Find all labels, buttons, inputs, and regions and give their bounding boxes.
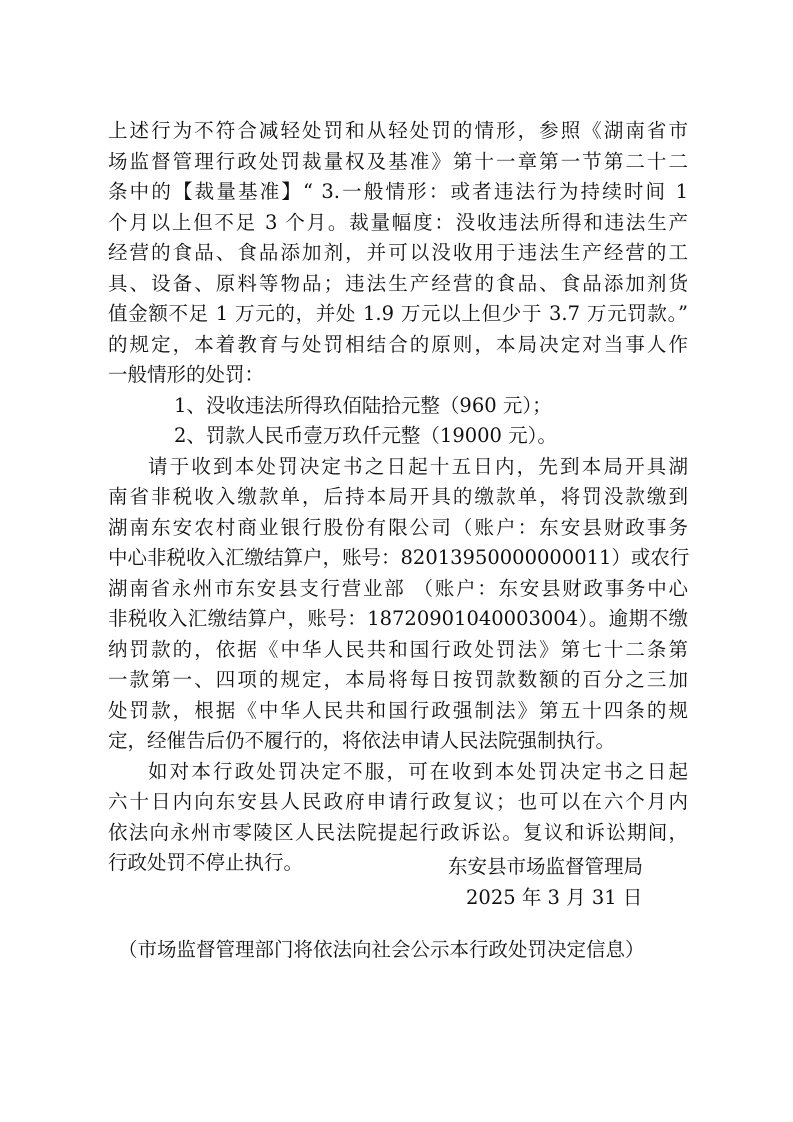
penalty-item-confiscation: 1、没收违法所得玖佰陆拾元整（960 元）； [174,393,552,417]
text-line: 一款第一、四项的规定，本局将每日按罚款数额的百分之三加 [108,668,688,691]
text-line: 处罚款，根据《中华人民共和国行政强制法》第五十四条的规 [108,698,688,722]
text-line: 定，经催告后仍不履行的，将依法申请人民法院强制执行。 [108,729,616,752]
publication-notice: （市场监督管理部门将依法向社会公示本行政处罚决定信息） [118,938,645,961]
text-line: 中心非税收入汇缴结算户，账号：82013950000000011）或农行 [108,546,690,569]
text-line: 上述行为不符合减轻处罚和从轻处罚的情形，参照《湖南省市 [108,119,688,142]
text-line: 行政处罚不停止执行。 [108,851,304,874]
text-line: 纳罚款的，依据《中华人民共和国行政处罚法》第七十二条第 [108,637,688,661]
text-line: 一般情形的处罚： [108,363,265,386]
penalty-item-fine: 2、罚款人民币壹万玖仟元整（19000 元）。 [174,424,557,447]
document-body [108,116,688,879]
text-line: 值金额不足 1 万元的，并处 1.9 万元以上但少于 3.7 万元罚款。” [108,302,688,325]
text-line: 具、设备、原料等物品；违法生产经营的食品、食品添加剂货 [108,271,688,295]
paragraph-legal-basis [108,116,688,391]
text-line: 湖南东安农村商业银行股份有限公司（账户：东安县财政事务 [108,515,688,539]
text-line: 场监督管理行政处罚裁量权及基准》第十一章第一节第二十二 [108,149,688,173]
issuing-organization: 东安县市场监督管理局 [448,855,644,878]
text-line: 的规定，本着教育与处罚相结合的原则，本局决定对当事人作 [108,332,688,356]
text-line: 如对本行政处罚决定不服，可在收到本处罚决定书之日起 [148,759,688,783]
text-line: 条中的【裁量基准】“ 3.一般情形：或者违法行为持续时间 1 [108,180,688,203]
text-line: 六十日内向东安县人民政府申请行政复议；也可以在六个月内 [108,790,688,813]
issue-date: 2025 年 3 月 31 日 [466,885,643,909]
text-line: 个月以上但不足 3 个月。裁量幅度：没收违法所得和违法生产 [108,210,688,234]
signature-block [430,852,690,913]
text-line: 经营的食品、食品添加剂，并可以没收用于违法生产经营的工 [108,241,688,264]
text-line: 依法向永州市零陵区人民法院提起行政诉讼。复议和诉讼期间， [108,820,688,844]
penalty-list [108,391,688,452]
text-line: 南省非税收入缴款单，后持本局开具的缴款单，将罚没款缴到 [108,485,688,508]
text-line: 非税收入汇缴结算户，账号：18720901040003004）。逾期不缴 [108,607,688,630]
text-line: 请于收到本处罚决定书之日起十五日内，先到本局开具湖 [148,454,688,478]
text-line: 湖南省永州市东安县支行营业部 （账户：东安县财政事务中心 [108,576,688,600]
paragraph-payment [108,452,688,757]
